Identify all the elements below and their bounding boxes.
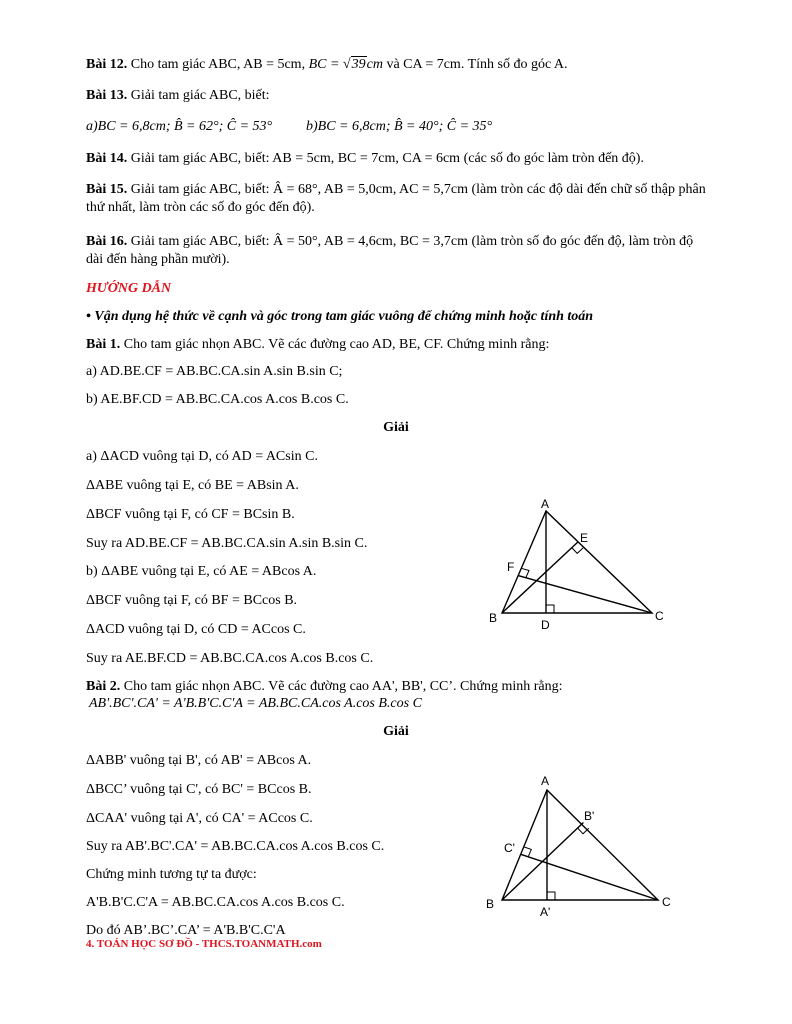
- sol2-line-3: ΔCAA' vuông tại A', có CA' = ACcos C.: [86, 811, 313, 826]
- fig1-label-b: B: [489, 611, 498, 625]
- sol1-line-7: ΔACD vuông tại D, có CD = ACcos C.: [86, 622, 306, 637]
- bai1-part-b: b) AE.BF.CD = AB.BC.CA.cos A.cos B.cos C.: [86, 392, 349, 407]
- sol2-line-1: ΔABB' vuông tại B', có AB' = ABcos A.: [86, 753, 312, 768]
- fig1-label-e: E: [580, 531, 589, 545]
- bai2-formula: AB'.BC'.CA' = A'B.B'C.C'A = AB.BC.CA.cos A.cos B.cos C: [89, 696, 422, 711]
- bai1-label: Bài 1.: [86, 337, 121, 352]
- bai15-para: [86, 181, 706, 217]
- sol2-line-7: Do đó AB’.BC’.CA’ = A'B.B'C.C'A: [86, 923, 286, 938]
- sol1-line-2: ΔABE vuông tại E, có BE = ABsin A.: [86, 478, 299, 493]
- bai13-line: [86, 87, 270, 105]
- bai12-text-2: và CA = 7cm. Tính số đo góc A.: [386, 57, 568, 72]
- bai1-part-a: a) AD.BE.CF = AB.BC.CA.sin A.sin B.sin C;: [86, 364, 343, 379]
- sol2-line-4: Suy ra AB'.BC'.CA' = AB.BC.CA.cos A.cos B.cos C.: [86, 839, 385, 854]
- bai16-text: Giải tam giác ABC, biết: Â = 50°, AB = 4,6cm, BC = 3,7cm (làm tròn số đo góc đến độ, làm tròn độ dài đến hàng phần mười).: [86, 234, 694, 267]
- bai12-text-1: Cho tam giác ABC, AB = 5cm,: [130, 57, 306, 72]
- sqrt-icon: √: [342, 57, 351, 72]
- sol1-line-5: b) ΔABE vuông tại E, có AE = ABcos A.: [86, 564, 317, 579]
- sol1-line-8: Suy ra AE.BF.CD = AB.BC.CA.cos A.cos B.cos C.: [86, 651, 374, 666]
- bai12-bc: BC =: [308, 57, 340, 72]
- sol1-line-6: ΔBCF vuông tại F, có BF = BCcos B.: [86, 593, 298, 608]
- fig2-label-a: A: [541, 774, 550, 788]
- sol2-line-6: A'B.B'C.C'A = AB.BC.CA.cos A.cos B.cos C.: [86, 895, 345, 910]
- bai12-radicand: 39: [351, 57, 366, 72]
- bai16-label: Bài 16.: [86, 234, 128, 249]
- bai1-text: Cho tam giác nhọn ABC. Vẽ các đường cao AD, BE, CF. Chứng minh rằng:: [123, 337, 550, 352]
- bai13-label: Bài 13.: [86, 88, 128, 103]
- bai2-line: [86, 678, 563, 696]
- bai14-label: Bài 14.: [86, 151, 128, 166]
- fig2-label-a-prime: A': [540, 905, 551, 919]
- bai14-text: Giải tam giác ABC, biết: AB = 5cm, BC = 7cm, CA = 6cm (các số đo góc làm tròn đến độ).: [130, 151, 644, 166]
- fig2-label-b: B: [486, 897, 495, 911]
- section-heading: • Vận dụng hệ thức về cạnh và góc trong tam giác vuông để chứng minh hoặc tính toán: [86, 309, 594, 324]
- sol2-line-2: ΔBCC’ vuông tại C', có BC' = BCcos B.: [86, 782, 312, 797]
- fig2-label-c: C: [662, 895, 671, 909]
- huong-dan-heading: HƯỚNG DẪN: [86, 281, 172, 296]
- bai2-label: Bài 2.: [86, 679, 121, 694]
- sol2-line-5: Chứng minh tương tự ta được:: [86, 867, 257, 882]
- bai2-text: Cho tam giác nhọn ABC. Vẽ các đường cao AA', BB', CC’. Chứng minh rằng:: [123, 679, 563, 694]
- page-footer: 4. TOÁN HỌC SƠ ĐỒ - THCS.TOANMATH.com: [86, 938, 322, 950]
- bai12-label: Bài 12.: [86, 57, 128, 72]
- fig1-label-c: C: [655, 609, 664, 623]
- bai13-a: a)BC = 6,8cm; B̂ = 62°; Ĉ = 53°: [86, 119, 273, 134]
- bai12-unit: cm: [366, 57, 383, 72]
- giai-heading-2: Giải: [383, 724, 409, 739]
- sol1-line-4: Suy ra AD.BE.CF = AB.BC.CA.sin A.sin B.sin C.: [86, 536, 368, 551]
- sol1-line-3: ΔBCF vuông tại F, có CF = BCsin B.: [86, 507, 295, 522]
- bai13-text: Giải tam giác ABC, biết:: [130, 88, 270, 103]
- sol1-line-1: a) ΔACD vuông tại D, có AD = ACsin C.: [86, 449, 318, 464]
- giai-heading-1: Giải: [383, 420, 409, 435]
- triangle-figure-1: [480, 495, 680, 635]
- fig2-label-c-prime: C': [504, 841, 515, 855]
- bai16-para: [86, 233, 706, 269]
- bai13-b: b)BC = 6,8cm; B̂ = 40°; Ĉ = 35°: [306, 119, 493, 134]
- bai14-line: [86, 150, 644, 168]
- fig2-label-b-prime: B': [584, 809, 595, 823]
- bai12-line: [86, 56, 568, 74]
- fig1-label-d: D: [541, 618, 550, 632]
- fig1-label-a: A: [541, 497, 550, 511]
- bai15-text: Giải tam giác ABC, biết: Â = 68°, AB = 5,0cm, AC = 5,7cm (làm tròn các độ dài đến chữ số thập phân thứ nhất, làm tròn các số đo góc đến độ).: [86, 182, 706, 215]
- bai15-label: Bài 15.: [86, 182, 128, 197]
- fig1-label-f: F: [507, 560, 515, 574]
- bai1-line: [86, 336, 549, 354]
- triangle-figure-2: [480, 770, 680, 920]
